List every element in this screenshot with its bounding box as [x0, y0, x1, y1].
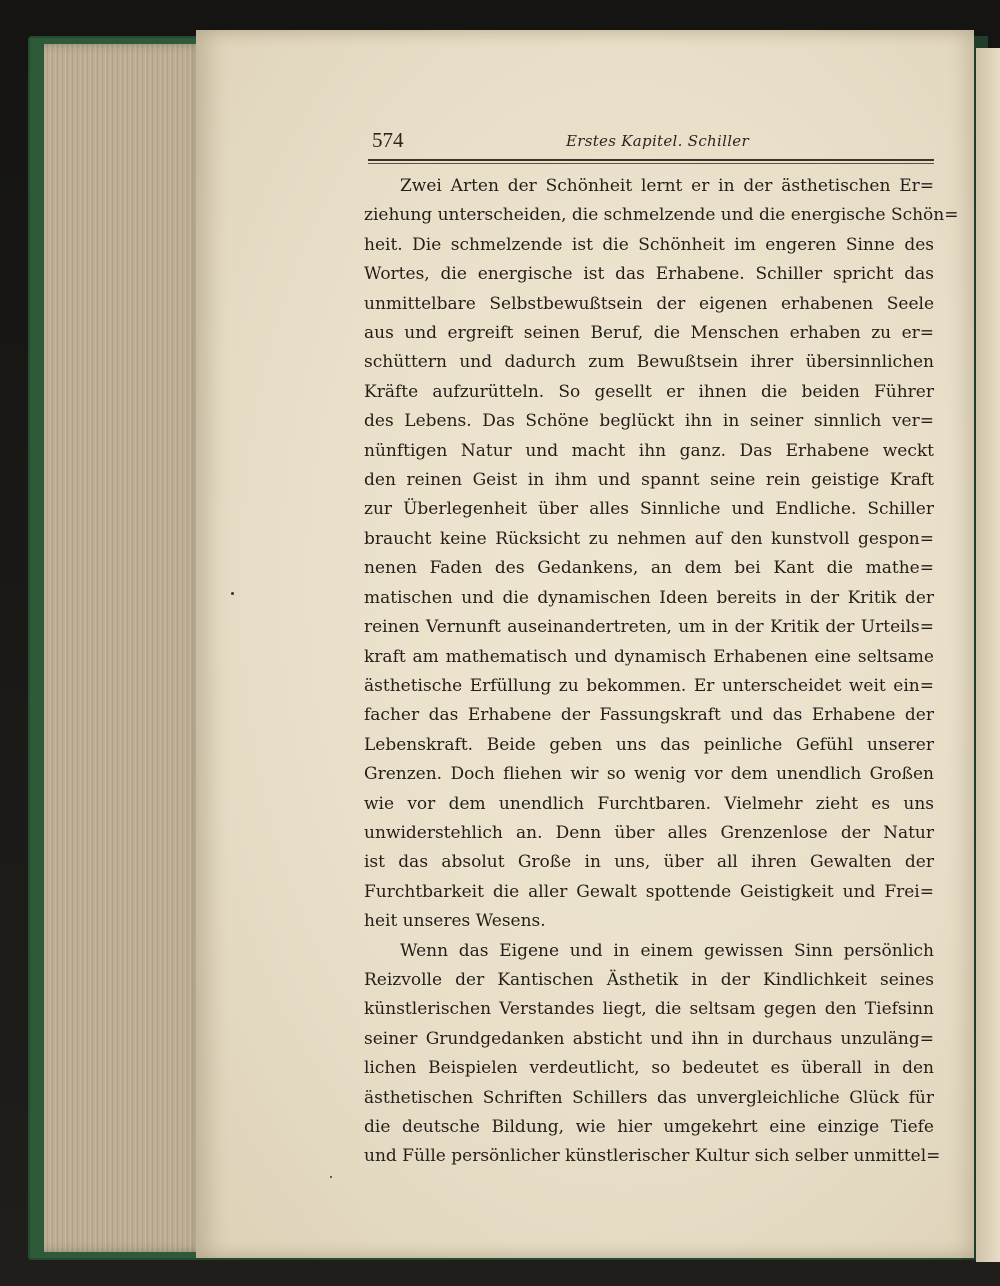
- text-line: unmittelbare Selbstbewußtsein der eigenen erhabenen Seele: [364, 293, 934, 314]
- text-line: die deutsche Bildung, wie hier umgekehrt eine einzige Tiefe: [364, 1117, 934, 1137]
- text-line: schüttern und dadurch zum Bewußtsein ihrer übersinnlichen: [364, 352, 934, 373]
- text-line: zur Überlegenheit über alles Sinnliche und Endliche. Schiller: [364, 499, 934, 520]
- text-line: Reizvolle der Kantischen Ästhetik in der Kindlichkeit seines: [364, 969, 934, 990]
- text-line: nenen Faden des Gedankens, an dem bei Kant die mathe=: [364, 558, 934, 579]
- paragraph-2: [364, 937, 941, 1172]
- text-line: reinen Vernunft auseinandertreten, um in der Kritik der Urteils=: [364, 617, 934, 638]
- text-line: Furchtbarkeit die aller Gewalt spottende Geistigkeit und Frei=: [364, 881, 934, 902]
- text-line: den reinen Geist in ihm und spannt seine rein geistige Kraft: [364, 470, 934, 491]
- text-line: heit unseres Wesens.: [364, 911, 546, 932]
- text-line: ist das absolut Große in uns, über all ihren Gewalten der: [364, 852, 934, 873]
- text-line: matischen und die dynamischen Ideen bereits in der Kritik der: [364, 587, 934, 608]
- page-header: [372, 128, 932, 158]
- text-line: heit. Die schmelzende ist die Schönheit im engeren Sinne des: [364, 234, 934, 255]
- text-line: aus und ergreift seinen Beruf, die Menschen erhaben zu er=: [364, 323, 934, 344]
- header-rule-secondary: [368, 163, 934, 164]
- text-line: wie vor dem unendlich Furchtbaren. Vielmehr zieht es uns: [364, 793, 934, 814]
- text-line: des Lebens. Das Schöne beglückt ihn in seiner sinnlich ver=: [364, 411, 934, 432]
- text-line: künstlerischen Verstandes liegt, die seltsam gegen den Tiefsinn: [364, 999, 934, 1020]
- text-line: ästhetischen Schriften Schillers das unvergleichliche Glück für: [364, 1087, 934, 1108]
- text-line: Wenn das Eigene und in einem gewissen Sinn persönlich: [400, 940, 934, 961]
- text-line: Kräfte aufzurütteln. So gesellt er ihnen die beiden Führer: [364, 381, 934, 402]
- text-line: seiner Grundgedanken absticht und ihn in durchaus unzuläng=: [364, 1028, 934, 1049]
- page-edges-stack: [44, 44, 204, 1252]
- facing-page-edge: [976, 48, 1000, 1262]
- text-line: Lebenskraft. Beide geben uns das peinliche Gefühl unserer: [364, 734, 934, 755]
- text-line: und Fülle persönlicher künstlerischer Kultur sich selber unmittel=: [364, 1146, 941, 1167]
- text-line: braucht keine Rücksicht zu nehmen auf den kunstvoll gespon=: [364, 528, 934, 549]
- running-head: Erstes Kapitel. Schiller: [566, 132, 749, 150]
- text-line: lichen Beispielen verdeutlicht, so bedeutet es überall in den: [364, 1058, 934, 1079]
- text-line: ziehung unterscheiden, die schmelzende und die energische Schön=: [364, 205, 959, 226]
- paragraph-1: [364, 172, 959, 937]
- text-line: Zwei Arten der Schönheit lernt er in der ästhetischen Er=: [400, 176, 934, 196]
- text-line: Wortes, die energische ist das Erhabene. Schiller spricht das: [364, 264, 934, 285]
- body-text: [364, 172, 959, 1172]
- page-speck: [330, 1176, 332, 1178]
- text-line: ästhetische Erfüllung zu bekommen. Er unterscheidet weit ein=: [364, 675, 934, 696]
- page-number: 574: [372, 128, 404, 152]
- header-rule: [368, 159, 934, 161]
- text-line: Grenzen. Doch fliehen wir so wenig vor dem unendlich Großen: [364, 764, 934, 785]
- page-speck: [231, 592, 234, 595]
- text-line: kraft am mathematisch und dynamisch Erhabenen eine seltsame: [364, 646, 934, 667]
- text-line: nünftigen Natur und macht ihn ganz. Das Erhabene weckt: [364, 440, 934, 461]
- text-line: facher das Erhabene der Fassungskraft und das Erhabene der: [364, 705, 934, 726]
- text-line: unwiderstehlich an. Denn über alles Grenzenlose der Natur: [364, 822, 934, 843]
